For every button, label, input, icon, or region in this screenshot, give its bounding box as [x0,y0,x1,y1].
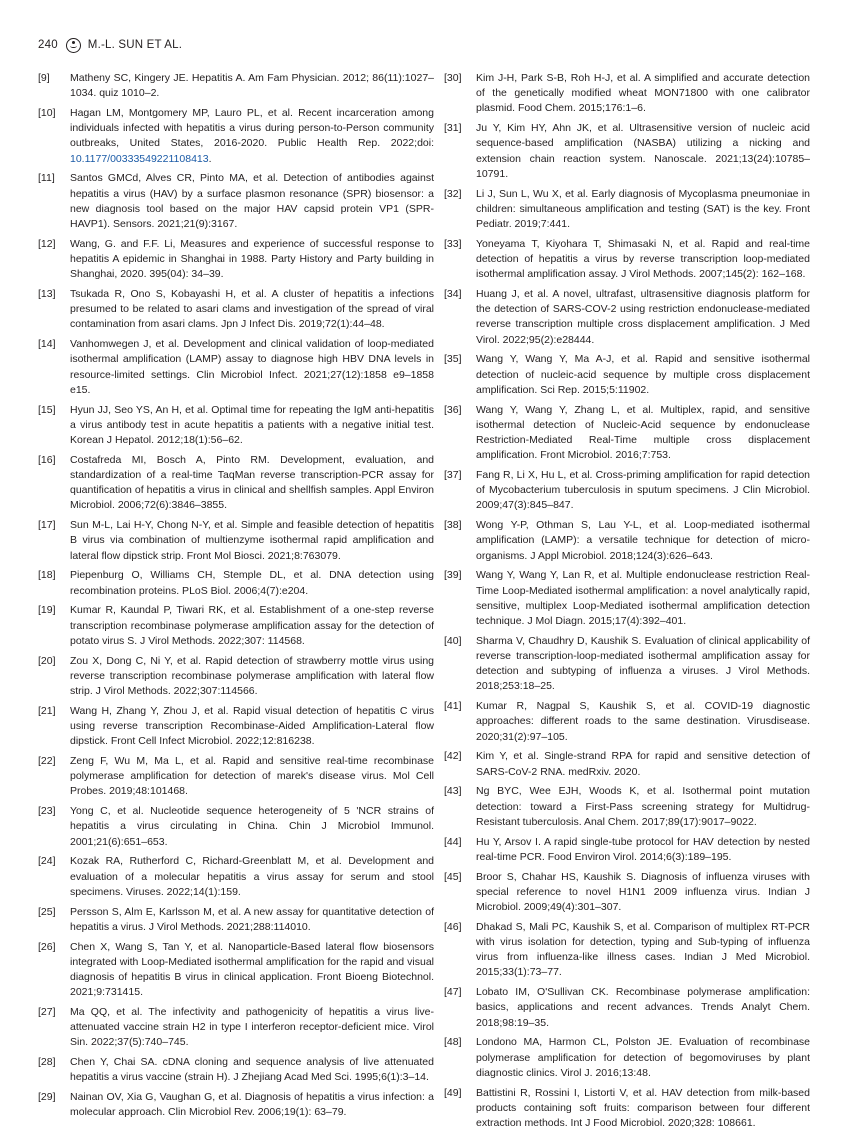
reference-citation: Santos GMCd, Alves CR, Pinto MA, et al. Detection of antibodies against hepatitis a virus (HAV) by a surface plasmon resonance (SPR) biosensor: a new diagnosis tool based on the major HAV capsid protein VP1 (SPR-HAVP1). Sensors. 2021;21(9):3167. [70,172,434,231]
reference-item [444,403,810,464]
reference-text [70,1090,434,1120]
reference-text [70,403,434,449]
reference-text [70,518,434,564]
reference-item [444,468,810,514]
reference-citation: Ma QQ, et al. The infectivity and pathogenicity of hepatitis a virus live-attenuated vaccine strain H2 in type I interferon receptor-deficient mice. Virol Sin. 2022;37(5):740–745. [70,1006,434,1049]
reference-number: [28] [38,1056,56,1069]
reference-text [476,699,810,745]
reference-item [444,237,810,283]
reference-text [70,704,434,750]
reference-citation: Wang Y, Wang Y, Lan R, et al. Multiple endonuclease restriction Real-Time Loop-Mediated isothermal amplification: a novel analytically rapid, sensitive, multiplex Loop-Mediated isothermal amplification detection technique. J Mol Diagn. 2015;17(4):392–401. [476,569,810,628]
reference-citation: Ju Y, Kim HY, Ahn JK, et al. Ultrasensitive version of nucleic acid sequence-based amplification (NASBA) utilizing a nicking and extension chain reaction system. Nanoscale. 2021;13(24):10785–10791. [476,122,810,180]
reference-text [476,985,810,1031]
reference-citation: Ng BYC, Wee EJH, Woods K, et al. Isothermal point mutation detection: toward a First-Pass screening strategy for Multidrug-Resistant tuberculosis. Anal Chem. 2017;89(17):9017–9022. [476,785,810,828]
reference-number: [9] [38,72,50,84]
reference-citation: Wang H, Zhang Y, Zhou J, et al. Rapid visual detection of hepatitis C virus using reverse transcription Recombinase-Aided Amplification-Lateral flow dipstick. Front Cell Infect Microbiol. 2022;12:816238. [70,704,434,748]
reference-text [70,106,434,167]
references-left-column [38,71,434,1125]
reference-citation: Li J, Sun L, Wu X, et al. Early diagnosis of Mycoplasma pneumoniae in children: simultaneous amplification and testing (SAT) is the key. Front Pediatr. 2019;7:441. [476,187,810,231]
reference-text [70,1005,434,1051]
reference-citation: Sharma V, Chaudhry D, Kaushik S. Evaluation of clinical applicability of reverse transcription-loop-mediated isothermal amplification assay for detection and subtyping of influenza a viruses. J Virol Methods. 2018;253:18–25. [476,634,810,693]
running-title: M.-L. SUN ET AL. [87,39,183,51]
reference-citation: Nainan OV, Xia G, Vaughan G, et al. Diagnosis of hepatitis a virus infection: a molecular approach. Clin Microbiol Rev. 2006;19(1): 63–79. [70,1091,434,1119]
reference-citation: Yoneyama T, Kiyohara T, Shimasaki N, et al. Rapid and real-time detection of hepatitis a virus by reverse transcription loop-mediated isothermal amplification assay. J Virol Methods. 2007;145(2): 162–168. [476,237,810,281]
reference-citation: Kumar R, Nagpal S, Kaushik S, et al. COVID-19 diagnostic approaches: different roads to the same destination. Virusdisease. 2020;31(2):97–105. [476,700,810,743]
reference-number: [20] [38,654,56,667]
reference-item [38,704,434,750]
reference-text [70,854,434,900]
reference-number: [31] [444,122,462,135]
reference-text [476,187,810,233]
reference-number: [23] [38,805,56,818]
reference-item [444,352,810,398]
reference-citation: Hyun JJ, Seo YS, An H, et al. Optimal time for repeating the IgM anti-hepatitis a virus antibody test in acute hepatitis a patients with a negative initial test. Korean J Hepatol. 2012;18(1):56–62. [70,403,434,447]
reference-text [70,804,434,850]
reference-item [444,1035,810,1081]
reference-text [476,518,810,564]
reference-text [70,337,434,398]
reference-number: [47] [444,986,462,999]
reference-item [444,634,810,695]
reference-citation: Kim J-H, Park S-B, Roh H-J, et al. A simplified and accurate detection of the genetically modified wheat MON71800 with one calibrator plasmid. Food Chem. 2015;176:1–6. [476,72,810,115]
reference-item [38,905,434,935]
reference-item [444,749,810,779]
reference-citation: Yong C, et al. Nucleotide sequence heterogeneity of 5 'NCR strains of hepatitis a virus circulating in China. Chin J Microbiol Immunol. 2001;21(6):651–653. [70,805,434,848]
reference-citation: Zou X, Dong C, Ni Y, et al. Rapid detection of strawberry mottle virus using reverse transcription recombinase polymerase amplification with lateral flow strip. J Virol Methods. 2022;307:114566. [70,654,434,698]
reference-item [444,699,810,745]
reference-number: [38] [444,519,462,532]
reference-citation: Kozak RA, Rutherford C, Richard-Greenblatt M, et al. Development and evaluation of a molecular hepatitis a virus assay for serum and stool specimens. Viruses. 2022;14(1):159. [70,855,434,898]
reference-number: [45] [444,870,462,883]
reference-item [444,1086,810,1132]
reference-citation: Fang R, Li X, Hu L, et al. Cross-priming amplification for rapid detection of Mycobacterium tuberculosis in sputum specimens. J Clin Microbiol. 2009;47(3):845–847. [476,469,810,512]
reference-citation: Wang, G. and F.F. Li, Measures and experience of successful response to hepatitis A epidemic in Shanghai in 1988. Party History and Party building in Shanghai, 2020. 395(04): 34–39. [70,237,434,281]
reference-citation: Londono MA, Harmon CL, Polston JE. Evaluation of recombinase polymerase amplification for detection of begomoviruses by plant diagnostic clinics. Virol J. 2016;13:48. [476,1036,810,1079]
reference-number: [48] [444,1036,462,1049]
reference-citation: Tsukada R, Ono S, Kobayashi H, et al. A cluster of hepatitis a infections presumed to be related to asari clams and investigation of the spread of viral contamination from asari clams. Jpn J Infect Dis. 2019;72(1):44–48. [70,288,434,331]
reference-item [38,237,434,283]
reference-citation: Kim Y, et al. Single-strand RPA for rapid and sensitive detection of SARS-CoV-2 RNA. medRxiv. 2020. [476,750,810,778]
reference-number: [14] [38,338,56,351]
reference-citation: Vanhomwegen J, et al. Development and clinical validation of loop-mediated isothermal amplification (LAMP) assay to diagnose high HBV DNA levels in resource-limited settings. Clin Microbiol Infect. 2021;27(12):1858 e9–1858 e15. [70,338,434,396]
reference-text [476,1086,810,1132]
reference-text [476,835,810,865]
reference-text [476,237,810,283]
reference-citation: Persson S, Alm E, Karlsson M, et al. A new assay for quantitative detection of hepatitis a virus. J Virol Methods. 2021;288:114010. [70,905,434,933]
reference-citation: Huang J, et al. A novel, ultrafast, ultrasensitive diagnosis platform for the detection of SARS-COV-2 using restriction endonuclease-mediated reverse transcription multiple cross displacement amplification. J Med Virol. 2022;95(2):e28444. [476,288,810,346]
reference-number: [21] [38,704,56,717]
reference-number: [29] [38,1091,56,1104]
reference-item [38,804,434,850]
reference-trailing-punctuation: . [208,152,212,165]
publisher-logo-icon [66,38,81,53]
reference-item [38,171,434,232]
reference-item [38,603,434,649]
reference-number: [17] [38,519,56,532]
reference-item [444,835,810,865]
reference-item [38,1090,434,1120]
reference-number: [15] [38,403,56,416]
reference-number: [10] [38,107,56,119]
reference-number: [49] [444,1086,462,1099]
reference-citation: Chen X, Wang S, Tan Y, et al. Nanoparticle-Based lateral flow biosensors integrated with Loop-Mediated isothermal amplification for the rapid and visual diagnosis of hepatitis B virus in clinical application. Front Bioeng Biotechnol. 2021;9:731415. [70,940,434,999]
reference-number: [43] [444,785,462,798]
reference-item [444,187,810,233]
reference-citation: Lobato IM, O'Sullivan CK. Recombinase polymerase amplification: basics, applications and recent advances. Trends Analyt Chem. 2018;98:19–35. [476,986,810,1029]
reference-number: [25] [38,905,56,918]
reference-text [476,121,810,182]
reference-text [70,603,434,649]
reference-number: [18] [38,569,56,582]
reference-citation: Hagan LM, Montgomery MP, Lauro PL, et al. Recent incarceration among individuals infected with hepatitis a virus during person-to-Person community outbreaks, United States, 2016-2020. Public Health Rep. 2022;doi: [70,107,434,150]
reference-text [70,905,434,935]
reference-item [38,403,434,449]
reference-number: [32] [444,187,462,200]
reference-number: [16] [38,453,56,466]
reference-item [38,1005,434,1051]
reference-item [38,1055,434,1085]
reference-text [476,468,810,514]
reference-number: [11] [38,172,55,185]
reference-item [444,985,810,1031]
reference-item [38,337,434,398]
reference-text [70,453,434,514]
reference-item [38,518,434,564]
reference-citation: Broor S, Chahar HS, Kaushik S. Diagnosis of influenza viruses with special reference to novel H1N1 2009 influenza virus. Indian J Microbiol. 2009;49(4):301–307. [476,870,810,914]
reference-number: [30] [444,72,462,84]
reference-item [444,870,810,916]
reference-text [476,870,810,916]
reference-citation: Piepenburg O, Williams CH, Stemple DL, et al. DNA detection using recombination proteins. PLoS Biol. 2006;4(7):e204. [70,569,434,597]
reference-item [38,754,434,800]
reference-number: [33] [444,237,462,250]
reference-text [70,940,434,1001]
reference-item [38,654,434,700]
doi-link[interactable]: 10.1177/00333549221108413 [70,152,209,165]
reference-text [476,71,810,117]
reference-citation: Kumar R, Kaundal P, Tiwari RK, et al. Establishment of a one-step reverse transcription recombinase polymerase amplification assay for the detection of potato virus S. J Virol Methods. 2022;307: 114568. [70,604,434,647]
reference-number: [13] [38,288,56,301]
reference-item [444,71,810,117]
reference-item [444,287,810,348]
reference-text [70,654,434,700]
reference-text [70,171,434,232]
reference-number: [41] [444,700,462,713]
reference-citation: Sun M-L, Lai H-Y, Chong N-Y, et al. Simple and feasible detection of hepatitis B virus via combination of multienzyme isothermal rapid amplification and lateral flow dipstick strip. Front Mol Biosci. 2021;8:763079. [70,519,434,562]
reference-item [444,568,810,629]
reference-text [476,634,810,695]
reference-number: [46] [444,920,462,933]
reference-citation: Zeng F, Wu M, Ma L, et al. Rapid and sensitive real-time recombinase polymerase amplification for detection of marek's disease virus. Mol Cell Probes. 2019;48:101468. [70,755,434,798]
reference-number: [39] [444,569,462,582]
reference-number: [35] [444,353,462,366]
reference-citation: Wong Y-P, Othman S, Lau Y-L, et al. Loop-mediated isothermal amplification (LAMP): a versatile technique for detection of micro-organisms. J Appl Microbiol. 2018;124(3):626–643. [476,519,810,562]
reference-citation: Wang Y, Wang Y, Zhang L, et al. Multiplex, rapid, and sensitive isothermal detection of Nucleic-Acid sequence by endonuclease Restriction-Mediated Real-Time multiple cross displacement amplification. Front Microbiol. 2016;7:753. [476,403,810,462]
reference-text [70,71,434,101]
reference-item [38,854,434,900]
reference-number: [37] [444,469,462,482]
page-number: 240 [38,39,58,51]
reference-number: [24] [38,855,56,868]
reference-item [38,940,434,1001]
reference-item [38,453,434,514]
reference-text [476,568,810,629]
reference-number: [34] [444,288,462,301]
reference-item [38,568,434,598]
reference-number: [26] [38,940,56,953]
reference-citation: Battistini R, Rossini I, Listorti V, et al. HAV detection from milk-based products containing soft fruits: comparison between four different extraction methods. Int J Food Microbiol. 2020;328: 108661. [476,1086,810,1130]
reference-text [476,352,810,398]
reference-text [70,1055,434,1085]
reference-number: [40] [444,634,462,647]
reference-citation: Hu Y, Arsov I. A rapid single-tube protocol for HAV detection by nested real-time PCR. Food Environ Virol. 2014;6(3):189–195. [476,835,810,863]
references-right-column [444,71,810,1136]
reference-item [444,920,810,981]
reference-number: [27] [38,1006,56,1019]
reference-citation: Wang Y, Wang Y, Ma A-J, et al. Rapid and sensitive isothermal detection of nucleic-acid sequence by multiple cross displacement amplification. Sci Rep. 2015;5:11902. [476,353,810,396]
reference-citation: Costafreda MI, Bosch A, Pinto RM. Development, evaluation, and standardization of a real-time TaqMan reverse transcription-PCR assay for quantification of hepatitis a virus in clinical and shellfish samples. Appl Environ Microbiol. 2006;72(6):3846–3855. [70,453,434,512]
reference-number: [36] [444,403,462,416]
reference-text [70,754,434,800]
reference-text [476,287,810,348]
reference-text [476,920,810,981]
page-header [38,36,182,54]
reference-text [476,1035,810,1081]
reference-number: [42] [444,750,462,763]
reference-text [476,749,810,779]
reference-citation: Matheny SC, Kingery JE. Hepatitis A. Am Fam Physician. 2012; 86(11):1027–1034. quiz 1010–2. [70,72,434,100]
reference-item [38,287,434,333]
reference-citation: Dhakad S, Mali PC, Kaushik S, et al. Comparison of multiplex RT-PCR with virus isolation for detection, typing and Sub-typing of influenza virus from influenza-like illness cases. Indian J Med Microbiol. 2015;33(1):73–77. [476,920,810,979]
reference-item [38,71,434,101]
reference-text [476,784,810,830]
reference-text [70,287,434,333]
reference-number: [44] [444,835,462,848]
reference-number: [19] [38,604,56,617]
reference-text [476,403,810,464]
reference-number: [12] [38,237,56,250]
reference-item [444,518,810,564]
reference-text [70,237,434,283]
reference-number: [22] [38,755,56,768]
reference-text [70,568,434,598]
reference-citation: Chen Y, Chai SA. cDNA cloning and sequence analysis of live attenuated hepatitis a virus vaccine (strain H). J Zhejiang Acad Med Sci. 1995;6(1):3–14. [70,1056,434,1084]
reference-item [38,106,434,167]
reference-item [444,784,810,830]
reference-item [444,121,810,182]
